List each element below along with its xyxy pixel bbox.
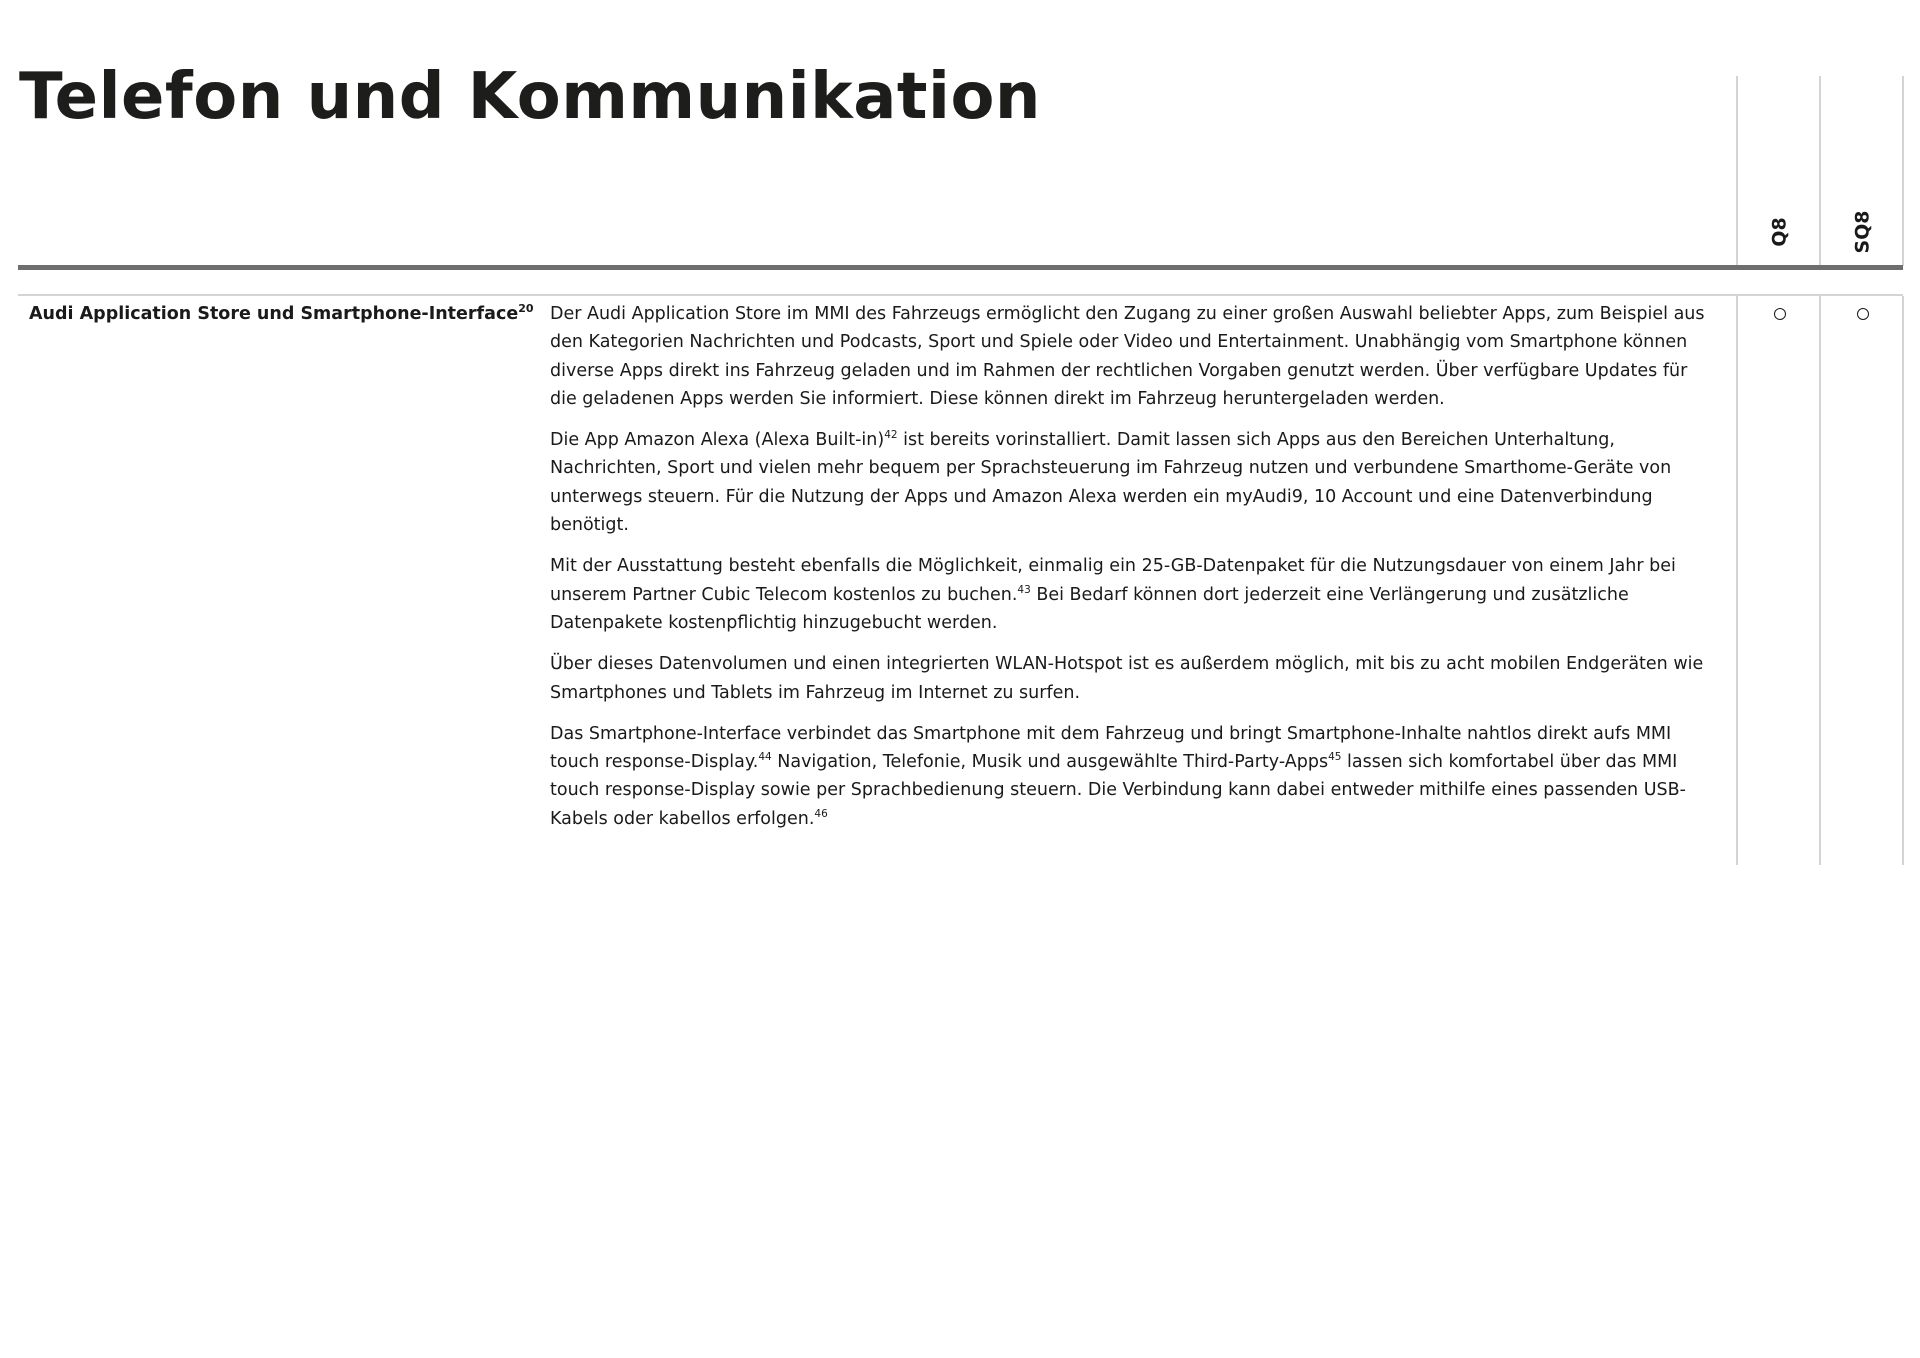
- description-text: Navigation, Telefonie, Musik und ausgewählte Third-Party-Apps: [771, 752, 1329, 773]
- footnote-ref: 43: [1017, 583, 1031, 596]
- description-text: Über dieses Datenvolumen und einen integrierten WLAN-Hotspot ist es außerdem möglich, mit bis zu acht mobilen Endgeräten wie Smartphones und Tablets im Fahrzeug im Internet zu surfen.: [550, 654, 1704, 703]
- column-header-q8: [1765, 205, 1795, 259]
- row-rule: [18, 294, 1903, 296]
- optional-equipment-icon: [1774, 308, 1786, 320]
- column-divider: [1736, 296, 1738, 865]
- description-paragraph: [550, 300, 1715, 413]
- column-divider: [1819, 76, 1821, 266]
- description-text: Bei Bedarf können dort jederzeit eine Verlängerung und zusätzliche Datenpakete kostenpflichtig hinzugebucht werden.: [550, 584, 1629, 633]
- description-paragraph: [550, 650, 1715, 707]
- column-divider: [1819, 296, 1821, 865]
- feature-name-text: Audi Application Store und Smartphone-Interface: [29, 304, 519, 324]
- footnote-ref: 42: [884, 429, 898, 442]
- column-header-sq8: [1848, 205, 1878, 259]
- feature-name: [29, 300, 534, 328]
- description-text: lassen sich komfortabel über das MMI touch response-Display sowie per Sprachbedienung steuern. Die Verbindung kann dabei entweder mithilfe eines passenden USB-Kabels oder kabellos erfolgen.: [550, 752, 1686, 829]
- header-rule: [18, 265, 1903, 270]
- optional-equipment-icon: [1857, 308, 1869, 320]
- column-divider: [1736, 76, 1738, 266]
- description-paragraph: [550, 426, 1715, 539]
- description-text: Mit der Ausstattung besteht ebenfalls die Möglichkeit, einmalig ein 25-GB-Datenpaket für die Nutzungsdauer von einem Jahr bei unserem Partner Cubic Telecom kostenlos zu buchen.: [550, 556, 1676, 605]
- footnote-ref: 46: [814, 807, 828, 820]
- column-divider: [1902, 76, 1904, 266]
- description-text: Die App Amazon Alexa (Alexa Built-in): [550, 430, 885, 451]
- description-text: Das Smartphone-Interface verbindet das Smartphone mit dem Fahrzeug und bringt Smartphone-Inhalte nahtlos direkt aufs MMI touch response-Display.: [550, 723, 1672, 773]
- footnote-ref: 44: [758, 751, 772, 764]
- footnote-ref: 45: [1328, 751, 1342, 764]
- description-paragraph: [550, 720, 1715, 833]
- feature-description: [550, 300, 1715, 846]
- description-paragraph: [550, 552, 1715, 637]
- page-title: Telefon und Kommunikation: [19, 60, 1041, 134]
- footnote-ref: 20: [518, 302, 534, 316]
- description-text: Der Audi Application Store im MMI des Fahrzeugs ermöglicht den Zugang zu einer großen Auswahl beliebter Apps, zum Beispiel aus den Kategorien Nachrichten und Podcasts, Sport und Spiele oder Video und Entertainment. Unabhängig vom Smartphone können diverse Apps direkt ins Fahrzeug geladen und im Rahmen der rechtlichen Vorgaben genutzt werden. Über verfügbare Updates für die geladenen Apps werden Sie informiert. Diese können direkt im Fahrzeug heruntergeladen werden.: [550, 304, 1705, 409]
- column-header-q8-label: Q8: [1769, 217, 1791, 247]
- column-divider: [1902, 296, 1904, 865]
- column-header-sq8-label: SQ8: [1852, 210, 1874, 254]
- description-text: ist bereits vorinstalliert. Damit lassen sich Apps aus den Bereichen Unterhaltung, Nachrichten, Sport und vielen mehr bequem per Sprachsteuerung im Fahrzeug nutzen und verbundene Smarthome-Geräte von unterwegs steuern. Für die Nutzung der Apps und Amazon Alexa werden ein myAudi9, 10 Account und eine Datenverbindung benötigt.: [550, 430, 1672, 536]
